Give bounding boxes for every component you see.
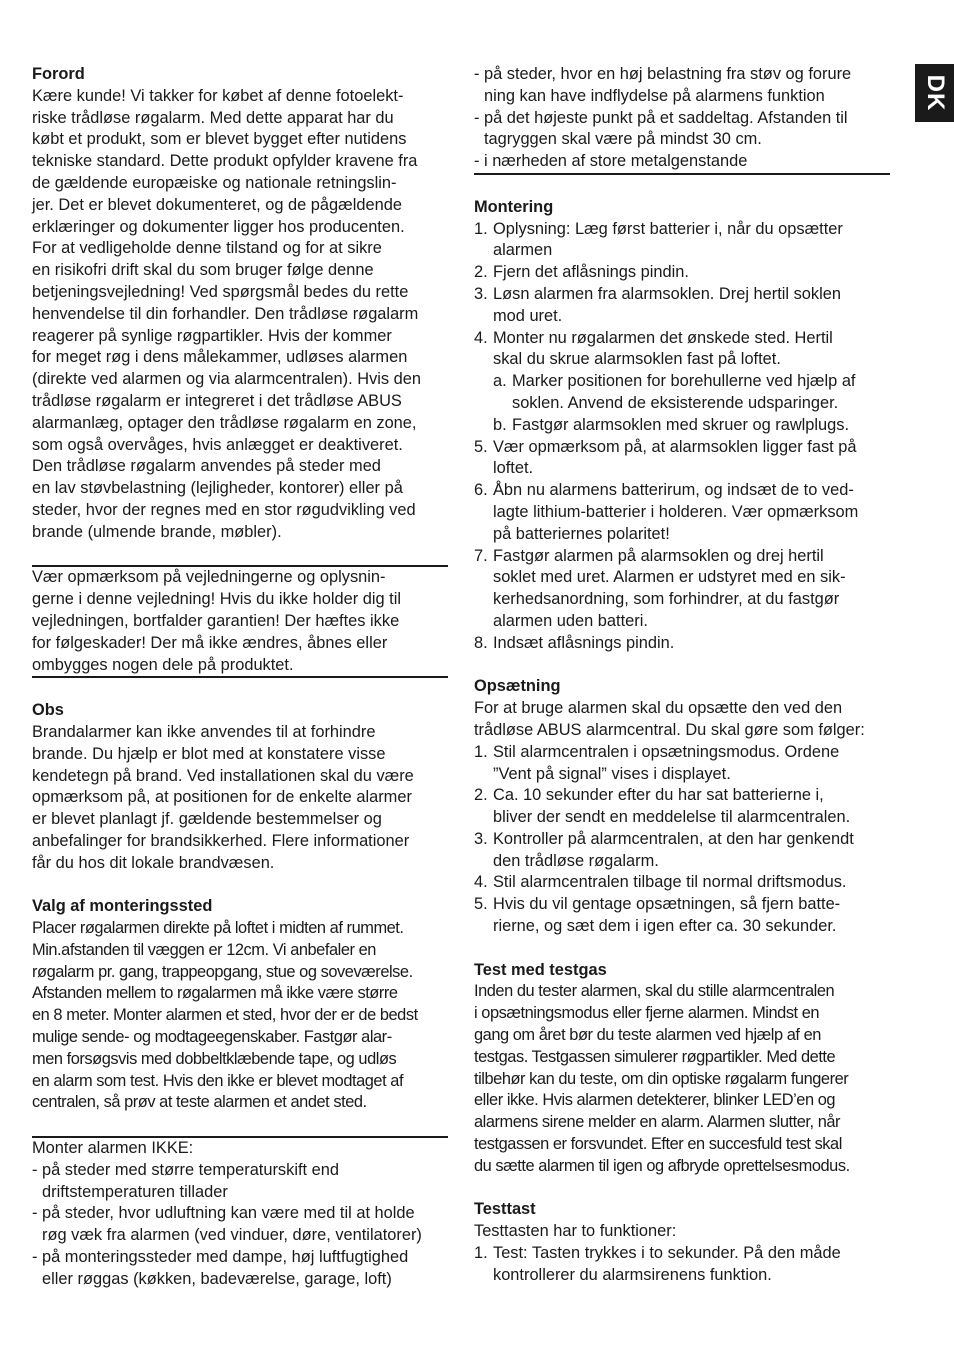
section-obs [32, 700, 448, 874]
text-line: Placer røgalarmen direkte på loftet i midten af rummet. [32, 919, 404, 938]
list-item-line: Fastgør alarmen på alarmsoklen og drej hertil [493, 546, 824, 565]
section-montering [474, 197, 890, 655]
list-item [493, 371, 890, 415]
list-item-line: den trådløse røgalarm. [493, 851, 659, 870]
list-item [493, 415, 890, 437]
list-item [32, 1160, 448, 1204]
list-item-line: rierne, og sæt dem i igen efter ca. 30 sekunder. [493, 917, 837, 936]
list-item [474, 219, 890, 263]
list-item-line: ”Vent på signal” vises i displayet. [493, 764, 731, 783]
text-line: betjeningsvejledning! Ved spørgsmål bedes du rette [32, 282, 409, 301]
text-line: eller ikke. Hvis alarmen detekterer, blinker LED’en og [474, 1091, 836, 1110]
text-line: Testtasten har to funktioner: [474, 1222, 677, 1241]
text-line: opmærksom på, at positionen for de enkelte alarmer [32, 788, 412, 807]
text-line: men forsøgsvis med dobbeltklæbende tape, og udløs [32, 1049, 397, 1068]
text-line: købt et produkt, som er blevet bygget efter nutidens [32, 130, 407, 149]
text-line: trådløse ABUS alarmcentral. Du skal gøre som følger: [474, 720, 865, 739]
text-line: Min.afstanden til væggen er 12cm. Vi anbefaler en [32, 940, 376, 959]
text-line: røgalarm pr. gang, trappeopgang, stue og soveværelse. [32, 962, 413, 981]
text-line: testgassen er forsvundet. Efter en succesfuld test skal [474, 1135, 842, 1154]
text-line: en alarm som test. Hvis den ikke er blevet modtaget af [32, 1071, 404, 1090]
list-item [474, 633, 890, 655]
list-item-line: ning kan have indflydelse på alarmens funktion [484, 86, 825, 105]
text-line: er blevet planlagt jf. gældende bestemmelser og [32, 810, 382, 829]
text-line: en risikofri drift skal du som bruger følge denne [32, 261, 374, 280]
list-marker: 1. [474, 219, 488, 238]
text-line: ombygges nogen dele på produktet. [32, 655, 294, 674]
list-item-line: Test: Tasten trykkes i to sekunder. På den måde [493, 1244, 841, 1263]
list-item-line: Ca. 10 sekunder efter du har sat batterierne i, [493, 786, 824, 805]
list-item-line: på steder, hvor udluftning kan være med til at holde [42, 1204, 415, 1223]
text-line: gerne i denne vejledning! Hvis du ikke holder dig til [32, 590, 402, 609]
list-marker: 3. [474, 829, 488, 848]
list-marker: - [474, 152, 480, 171]
text-line: Afstanden mellem to røgalarmen må ikke være større [32, 984, 398, 1003]
list-item-line: i nærheden af store metalgenstande [484, 152, 748, 171]
list-item-line: på steder, hvor en høj belastning fra støv og forure [484, 65, 852, 83]
list-item-line: røg væk fra alarmen (ved vinduer, døre, ventilatorer) [42, 1226, 422, 1245]
bullet-list [474, 64, 890, 173]
section-test-med-testgas [474, 960, 890, 1178]
list-item-line: Indsæt aflåsnings pindin. [493, 633, 675, 652]
section-body [474, 981, 890, 1177]
text-line: reagerer på synlige røgpartikler. Hvis der kommer [32, 326, 392, 345]
language-tab [915, 64, 954, 122]
list-item-line: Løsn alarmen fra alarmsoklen. Drej hertil soklen [493, 284, 841, 303]
section-body [32, 86, 448, 544]
list-item-line: eller røggas (køkken, badeværelse, garage, loft) [42, 1269, 392, 1288]
list-marker: 5. [474, 437, 488, 456]
list-item-line: tagryggen skal være på mindst 30 cm. [484, 130, 762, 149]
text-line: erklæringer og dokumenter ligger hos producenten. [32, 217, 405, 236]
list-item-line: soklen. Anvend de eksisterende udsparinger. [512, 393, 839, 412]
list-item-line: Stil alarmcentralen i opsætningsmodus. Ordene [493, 742, 840, 761]
section-forord [32, 64, 448, 544]
text-line: kendetegn på brand. Ved installationen skal du være [32, 766, 414, 785]
text-line: en 8 meter. Monter alarmen et sted, hvor der er de bedst [32, 1006, 418, 1025]
section-heading: Obs [32, 701, 64, 720]
section-heading: Monter alarmen IKKE: [32, 1139, 194, 1158]
list-item [474, 894, 890, 938]
text-line: for følgeskader! Der må ikke ændres, åbnes eller [32, 633, 388, 652]
list-item-line: på batteriernes polaritet! [493, 524, 670, 543]
text-line: tekniske standard. Dette produkt opfylder kravene fra [32, 152, 418, 171]
text-line: mulige sende- og modtageegenskaber. Fastgør alar- [32, 1028, 392, 1047]
text-line: steder, hvor der regnes med en stor røgudvikling ved [32, 500, 416, 519]
list-item-line: Fjern det aflåsnings pindin. [493, 263, 689, 282]
list-item-line: på det højeste punkt på et saddeltag. Afstanden til [484, 108, 848, 127]
list-item-line: Hvis du vil gentage opsætningen, så fjern batte- [493, 895, 841, 914]
section-valg-af-monteringssted [32, 896, 448, 1114]
list-item-line: kerhedsanordning, som forhindrer, at du fastgør [493, 590, 840, 609]
list-marker: 1. [474, 742, 488, 761]
text-line: de gældende europæiske og nationale retningslin- [32, 173, 397, 192]
numbered-list [474, 219, 890, 655]
text-line: trådløse røgalarm er integreret i det trådløse ABUS [32, 391, 402, 410]
language-tab-label: DK [921, 74, 949, 112]
text-line: som også overvåges, hvis anlægget er deaktiveret. [32, 435, 403, 454]
list-marker: - [32, 1204, 38, 1223]
notice-body [32, 567, 448, 676]
list-marker: 2. [474, 263, 488, 282]
text-line: henvendelse til din forhandler. Den trådløse røgalarm [32, 304, 419, 323]
list-item-line: på monteringssteder med dampe, høj luftfugtighed [42, 1248, 409, 1267]
list-item-line: Stil alarmcentralen tilbage til normal driftsmodus. [493, 873, 847, 892]
text-line: vejledningen, bortfalder garantien! Der hæftes ikke [32, 611, 400, 630]
list-marker: - [474, 65, 480, 83]
text-line: Vær opmærksom på vejledningerne og oplysnin- [32, 568, 386, 587]
section-heading: Forord [32, 65, 85, 83]
text-line: For at vedligeholde denne tilstand og for at sikre [32, 239, 382, 258]
list-marker: - [32, 1160, 38, 1179]
list-item-line: Marker positionen for borehullerne ved hjælp af [512, 372, 856, 391]
text-line: for meget røg i dens målekammer, udløses alarmen [32, 348, 408, 367]
list-item-line: loftet. [493, 459, 534, 478]
list-marker: 4. [474, 328, 488, 347]
list-item-line: Oplysning: Læg først batterier i, når du opsætter [493, 219, 843, 238]
text-line: Inden du tester alarmen, skal du stille alarmcentralen [474, 982, 835, 1001]
list-item [474, 872, 890, 894]
list-marker: 3. [474, 284, 488, 303]
list-marker: 8. [474, 633, 488, 652]
list-item [32, 1203, 448, 1247]
text-line: gang om året bør du teste alarmen ved hjælp af en [474, 1026, 821, 1045]
text-line: testgas. Testgassen simulerer røgpartikler. Med dette [474, 1047, 836, 1066]
text-line: en lav støvbelastning (lejligheder, kontorer) eller på [32, 479, 403, 498]
list-marker: 7. [474, 546, 488, 565]
text-line: tilbehør kan du teste, om din optiske røgalarm fungerer [474, 1069, 849, 1088]
list-marker: - [474, 108, 480, 127]
text-line: alarmanlæg, optager den trådløse røgalarm en zone, [32, 413, 417, 432]
list-item-line: Kontroller på alarmcentralen, at den har genkendt [493, 829, 854, 848]
list-item-line: skal du skrue alarmsoklen fast på loftet. [493, 350, 781, 369]
text-line: jer. Det er blevet dokumenteret, og de pågældende [32, 195, 402, 214]
bullet-list [32, 1160, 448, 1291]
list-item-line: mod uret. [493, 306, 563, 325]
list-item-line: kontrollerer du alarmsirenens funktion. [493, 1265, 772, 1284]
text-line: i opsætningsmodus eller fjerne alarmen. Mindst en [474, 1004, 820, 1023]
text-line: For at bruge alarmen skal du opsætte den ved den [474, 699, 843, 718]
list-item [474, 262, 890, 284]
list-item [474, 546, 890, 633]
list-item [474, 785, 890, 829]
section-heading: Montering [474, 197, 554, 216]
section-body [32, 722, 448, 875]
list-item [474, 829, 890, 873]
list-item [474, 1243, 890, 1287]
list-item-line: Åbn nu alarmens batterirum, og indsæt de to ved- [493, 481, 854, 500]
list-item-line: bliver der sendt en meddelelse til alarmcentralen. [493, 808, 851, 827]
list-marker: 4. [474, 873, 488, 892]
list-item-line: soklet med uret. Alarmen er udstyret med en sik- [493, 568, 846, 587]
list-item-line: lagte lithium-batterier i holderen. Vær opmærksom [493, 502, 859, 521]
right-column [474, 64, 890, 1287]
text-line: Kære kunde! Vi takker for købet af denne fotoelekt- [32, 86, 404, 105]
section-intro [474, 698, 890, 742]
list-item [32, 1247, 448, 1291]
section-monter-ikke-continued [474, 64, 890, 175]
section-heading: Test med testgas [474, 960, 607, 979]
list-marker: 6. [474, 481, 488, 500]
list-item [474, 284, 890, 328]
list-item-line: alarmen [493, 241, 553, 260]
list-item-line: alarmen uden batteri. [493, 611, 648, 630]
section-heading: Testtast [474, 1200, 536, 1219]
text-line: brande. Du hjælp er blot med at konstatere visse [32, 744, 386, 763]
list-marker: 5. [474, 895, 488, 914]
list-item [474, 328, 890, 372]
list-item [474, 108, 890, 152]
section-body [32, 918, 448, 1114]
list-item-line: Fastgør alarmsoklen med skruer og rawlplugs. [512, 415, 850, 434]
section-heading: Opsætning [474, 677, 561, 696]
text-line: centralen, så prøv at teste alarmen et andet sted. [32, 1093, 367, 1112]
text-line: får du hos dit lokale brandvæsen. [32, 853, 275, 872]
numbered-list [474, 742, 890, 938]
section-intro [474, 1221, 890, 1243]
list-marker: a. [493, 372, 507, 391]
list-item [474, 437, 890, 481]
section-heading: Valg af monteringssted [32, 897, 213, 916]
list-marker: b. [493, 415, 507, 434]
numbered-list [474, 1243, 890, 1287]
section-opsaetning [474, 676, 890, 938]
text-line: brande (ulmende brande, møbler). [32, 522, 282, 541]
warning-notice [32, 565, 448, 678]
list-item [474, 151, 890, 173]
list-item-line: Monter nu røgalarmen det ønskede sted. Hertil [493, 328, 833, 347]
list-marker: 1. [474, 1244, 488, 1263]
text-line: alarmens sirene melder en alarm. Alarmen slutter, når [474, 1113, 841, 1132]
section-monter-ikke [32, 1136, 448, 1291]
list-item-line: driftstemperaturen tillader [42, 1182, 228, 1201]
text-line: Brandalarmer kan ikke anvendes til at forhindre [32, 722, 376, 741]
list-item [474, 64, 890, 108]
list-item [474, 742, 890, 786]
list-item-line: Vær opmærksom på, at alarmsoklen ligger fast på [493, 437, 857, 456]
left-column [32, 64, 448, 1291]
text-line: riske trådløse røgalarm. Med dette apparat har du [32, 108, 394, 127]
list-marker: - [32, 1248, 38, 1267]
text-line: du sætte alarmen til igen og afbryde oprettelsesmodus. [474, 1156, 850, 1175]
text-line: (direkte ved alarmen og via alarmcentralen). Hvis den [32, 370, 421, 389]
section-testtast [474, 1199, 890, 1286]
list-item [474, 480, 890, 545]
list-item-line: på steder med større temperaturskift end [42, 1160, 339, 1179]
list-marker: 2. [474, 786, 488, 805]
text-line: Den trådløse røgalarm anvendes på steder med [32, 457, 381, 476]
text-line: anbefalinger for brandsikkerhed. Flere informationer [32, 831, 410, 850]
